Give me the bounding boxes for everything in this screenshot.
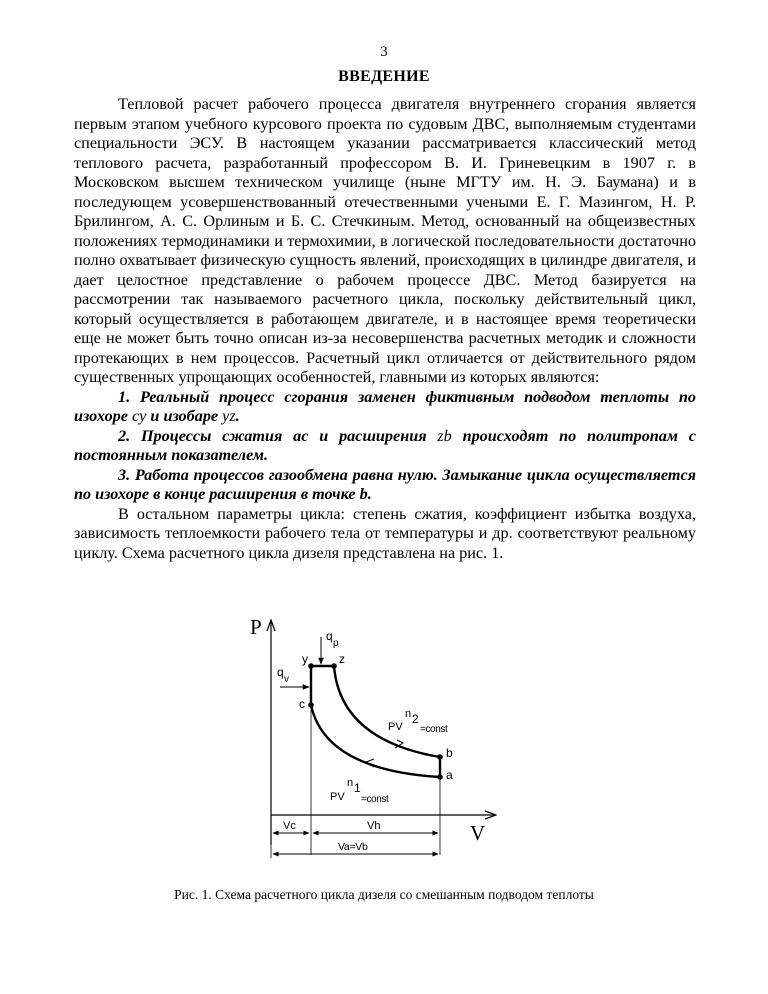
point-1-text-a: 1. Реальный процесс сгорания заменен фиктивным подводом теплоты по изохоре	[74, 387, 696, 425]
point-a-marker	[437, 774, 443, 780]
intro-paragraph: Тепловой расчет рабочего процесса двигателя внутреннего сгорания является первым этапом учебного курсового проекта по судовым ДВС, выполняемым студентами специальности ЭСУ. В настоящем указании рассматривается классический метод теплового расчета, разработанный профессором В. И. Гриневецким в 1907 г. в Московском высшем техническом училище (ныне МГТУ им. Н. Э. Баумана) и в последующем усовершенствованный отечественными учеными Е. Г. Мазингом, Н. Р. Брилингом, А. С. Орлиным и Б. С. Стечкиным. Метод, основанный на общеизвестных положениях термодинамики и термохимии, в логической последовательности достаточно полно охватывает физическую сущность явлений, происходящих в цилиндре двигателя, и дает целостное представление о рабочем процессе ДВС. Метод базируется на рассмотрении так называемого расчетного цикла, поскольку действительный цикл, который осуществляется в работающем двигателе, и в настоящее время теоретически еще не может быть точно описан из-за несовершенства расчетных методик и сложности протекающих в нем процессов. Расчетный цикл отличается от действительного рядом существенных упрощающих особенностей, главными из которых являются:	[74, 95, 696, 386]
point-c-label: c	[299, 697, 305, 711]
point-1-text-c: .	[235, 407, 240, 425]
dimension-va-label: Va=Vb	[338, 841, 368, 853]
point-c-marker	[308, 702, 314, 708]
point-b-label: b	[446, 746, 453, 760]
expansion-arrow	[395, 740, 403, 748]
point-1-text-b: и изобаре	[146, 407, 223, 425]
compression-n: n	[347, 777, 354, 789]
page-number: 3	[380, 44, 388, 60]
expansion-n: n	[405, 708, 412, 720]
point-z-marker	[331, 663, 337, 669]
compression-n-index: 1	[354, 781, 361, 795]
expansion-pv: PV	[388, 721, 403, 733]
figure-caption: Рис. 1. Схема расчетного цикла дизеля со смешанным подводом теплоты	[174, 887, 594, 902]
expansion-n-index: 2	[412, 712, 419, 726]
dimension-vc-label: Vc	[283, 820, 296, 832]
body-text	[74, 95, 696, 563]
point-y-label: y	[302, 652, 308, 666]
point-z-label: z	[339, 652, 345, 666]
page-title: ВВЕДЕНИЕ	[338, 68, 430, 85]
qp-label: q	[326, 629, 333, 643]
point-2-text-b: происходят по политропам с постоянным показателем.	[74, 426, 696, 464]
point-1-cy: cy	[131, 407, 147, 425]
point-y-marker	[308, 663, 314, 669]
dimension-vh-label: Vh	[367, 820, 381, 832]
outro-paragraph: В остальном параметры цикла: степень сжатия, коэффициент избытка воздуха, зависимость теплоемкости рабочего тела от температуры и др. соответствуют реальному циклу. Схема расчетного цикла дизеля представлена на рис. 1.	[74, 504, 696, 562]
point-3: 3. Работа процессов газообмена равна нулю. Замыкание цикла осуществляется по изохоре в конце расширения в точке b.	[74, 465, 696, 503]
qv-subscript: v	[284, 674, 289, 685]
point-2-text-a: 2. Процессы сжатия ас и расширения	[118, 426, 438, 445]
compression-arrow	[366, 759, 374, 767]
point-b-marker	[437, 754, 443, 760]
point-1-yz: yz	[222, 407, 236, 425]
point-2	[74, 427, 696, 466]
compression-pv: PV	[330, 791, 345, 803]
qv-label: q	[277, 665, 284, 679]
p-axis-label: P	[250, 615, 262, 639]
point-2-zb: zb	[437, 426, 452, 445]
compression-const: =const	[361, 794, 389, 805]
point-a-label: a	[446, 768, 453, 782]
qp-subscript: p	[333, 638, 339, 649]
point-1	[74, 388, 696, 427]
expansion-const: =const	[420, 724, 448, 735]
v-axis-label: V	[470, 821, 486, 845]
cycle-contour	[311, 666, 440, 777]
